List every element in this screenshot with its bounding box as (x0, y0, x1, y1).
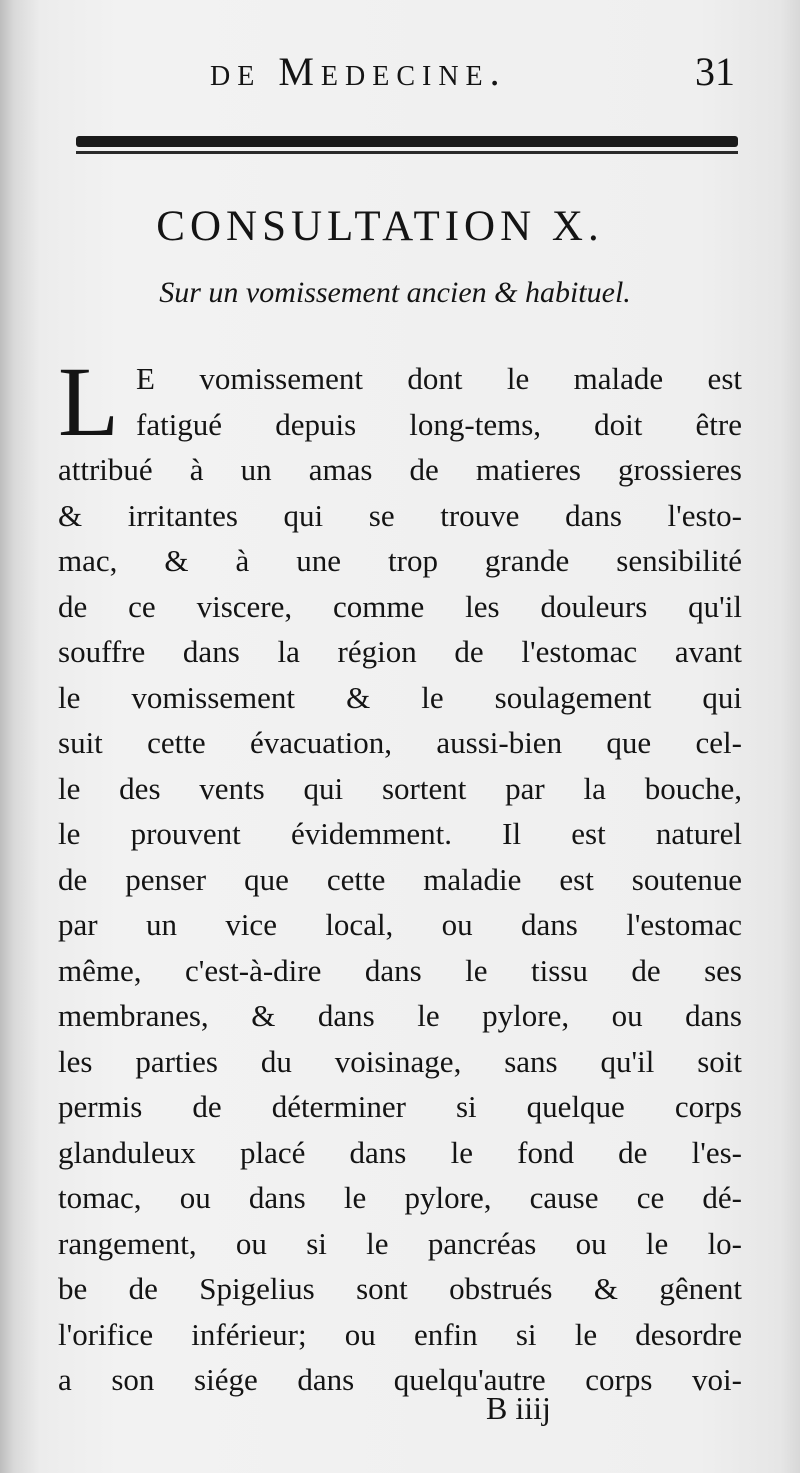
header-rule (76, 136, 738, 156)
header-rule-thick (76, 136, 738, 147)
page-number: 31 (695, 49, 735, 94)
text-line: rangement, ou si le pancréas ou le lo- (58, 1225, 742, 1261)
body-text (58, 346, 742, 1403)
text-line: mac, & à une trop grande sensibilité (58, 543, 742, 578)
text-line: de penser que cette maladie est soutenue (58, 861, 742, 897)
page-header (0, 48, 800, 98)
text-line: attribué à un amas de matieres grossieres (58, 452, 742, 487)
text-line: fatigué depuis long-tems, doit être (136, 406, 742, 442)
text-line: tomac, ou dans le pylore, cause ce dé- (58, 1180, 742, 1215)
text-line: par un vice local, ou dans l'estomac (58, 907, 742, 942)
signature-mark: B iiij (486, 1390, 551, 1426)
text-line: le des vents qui sortent par la bouche, (58, 770, 742, 806)
text-line: l'orifice inférieur; ou enfin si le desordre (58, 1316, 742, 1352)
text-line: be de Spigelius sont obstrués & gênent (58, 1271, 742, 1306)
text-line: les parties du voisinage, sans qu'il soit (58, 1043, 742, 1079)
chapter-subtitle: Sur un vomissement ancien & habituel. (159, 276, 631, 309)
opening-lines (58, 346, 742, 457)
text-line: de ce viscere, comme les douleurs qu'il (58, 588, 742, 624)
text-line: glanduleux placé dans le fond de l'es- (58, 1134, 742, 1170)
text-line: suit cette évacuation, aussi-bien que cel- (58, 725, 742, 760)
text-line: & irritantes qui se trouve dans l'esto- (58, 497, 742, 533)
text-line: le prouvent évidemment. Il est naturel (58, 816, 742, 851)
text-line: même, c'est-à-dire dans le tissu de ses (58, 952, 742, 988)
text-line: membranes, & dans le pylore, ou dans (58, 998, 742, 1033)
text-line: E vomissement dont le malade est (136, 361, 742, 396)
running-head: de Medecine. (210, 49, 507, 94)
chapter-title: CONSULTATION X. (156, 203, 604, 250)
text-line: permis de déterminer si quelque corps (58, 1089, 742, 1124)
header-rule-thin (76, 151, 738, 154)
text-line: le vomissement & le soulagement qui (58, 679, 742, 715)
text-line: souffre dans la région de l'estomac avant (58, 634, 742, 669)
drop-cap: L (58, 346, 120, 457)
text-line: a son siége dans quelqu'autre corps voi- (58, 1362, 742, 1397)
